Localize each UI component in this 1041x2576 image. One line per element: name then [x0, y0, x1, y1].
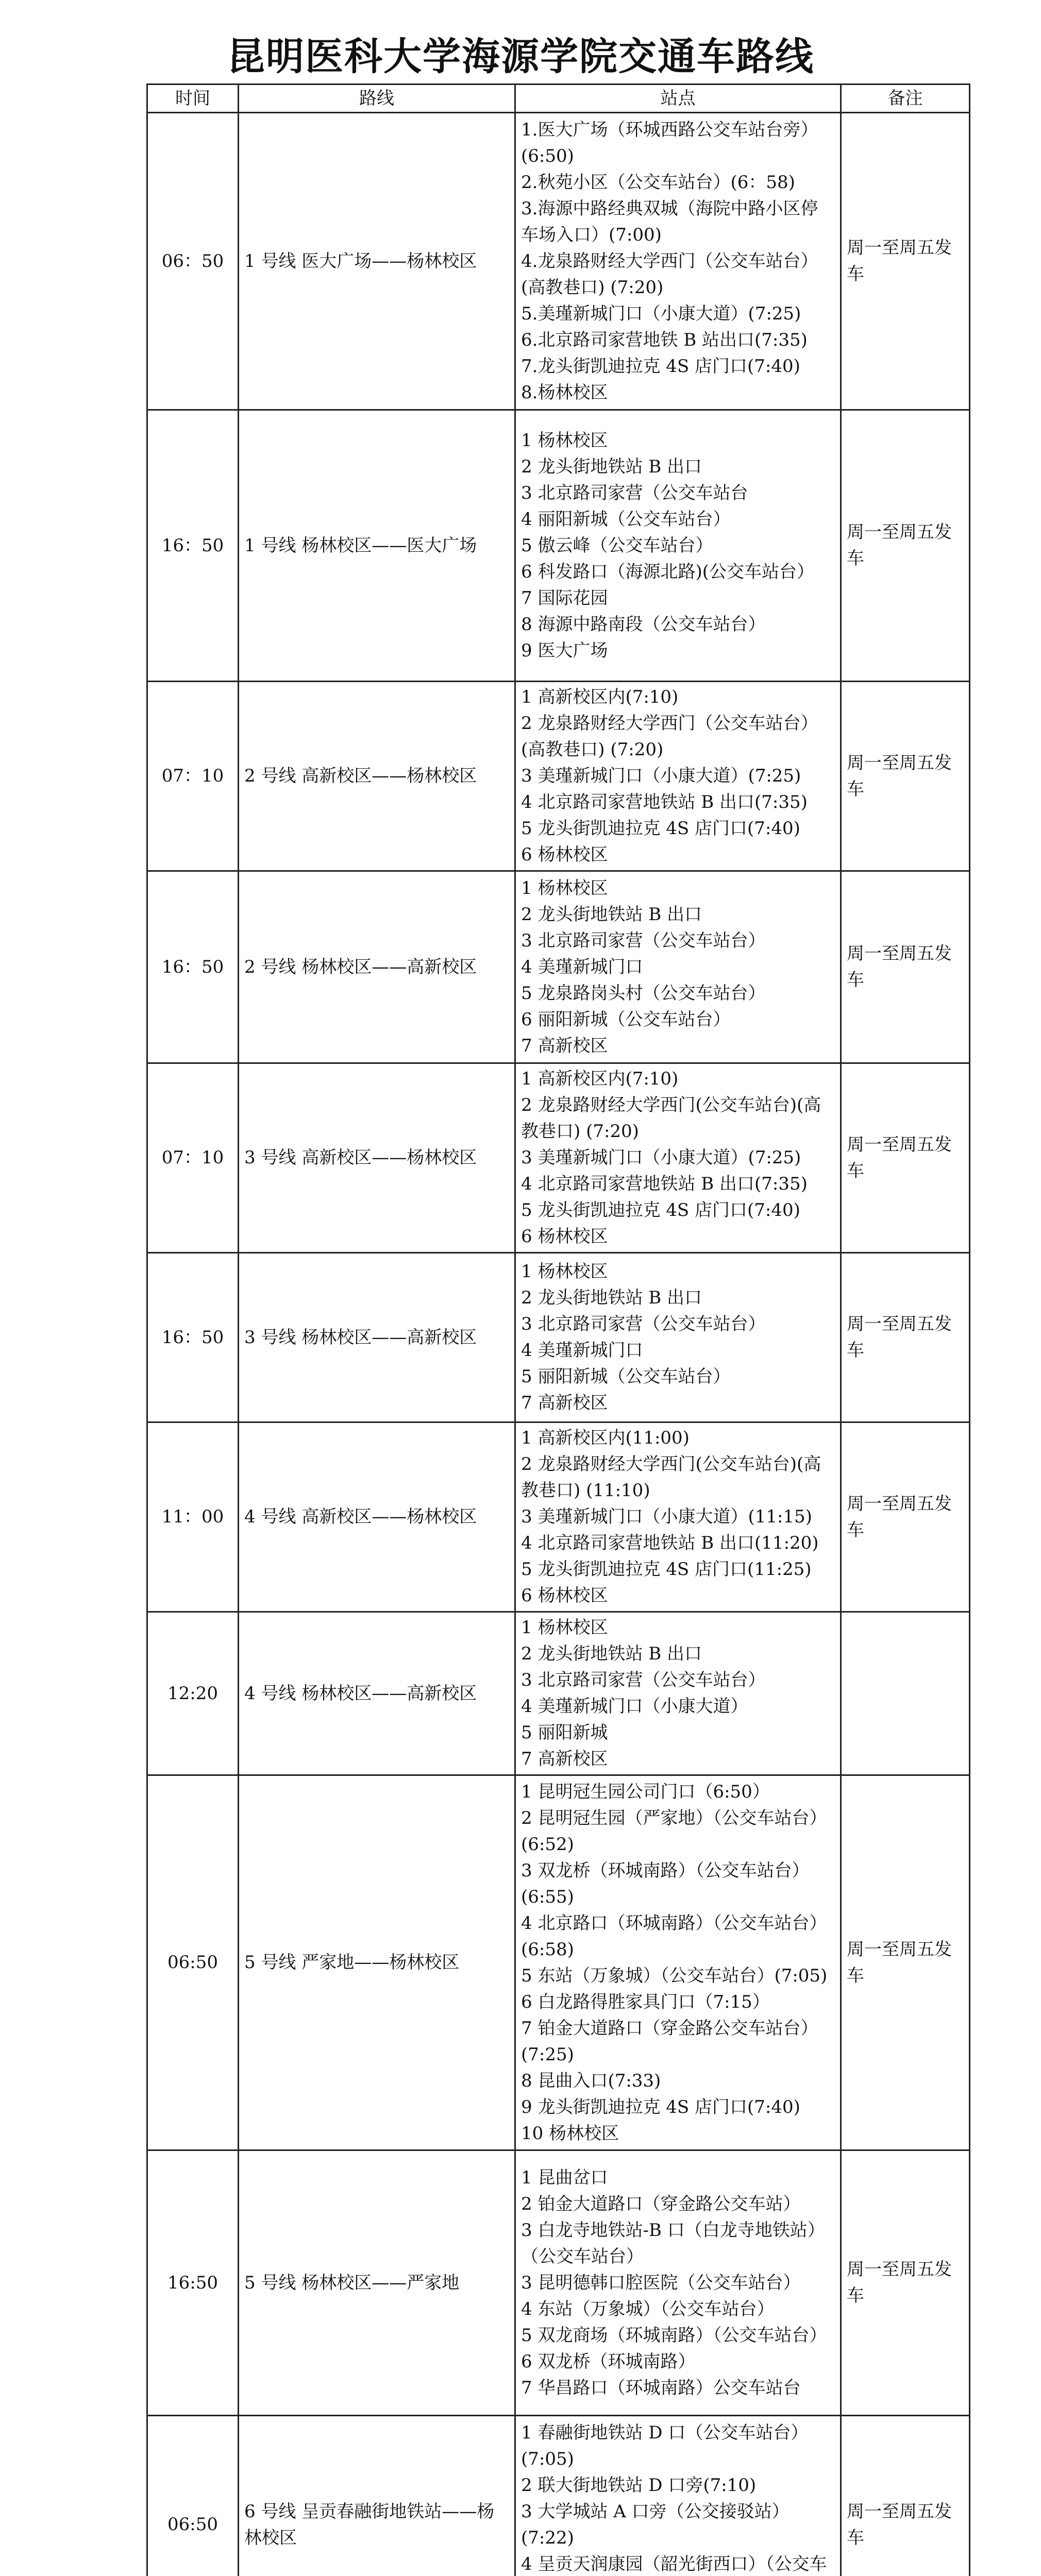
remark: 周一至周五发车 — [841, 871, 970, 1063]
remark: 周一至周五发车 — [841, 1422, 970, 1612]
remark: 周一至周五发车 — [841, 2150, 970, 2416]
stop-item: 5 丽阳新城 — [521, 1722, 608, 1743]
route-name: 6 号线 呈贡春融街地铁站——杨林校区 — [239, 2416, 515, 2576]
departure-time: 16：50 — [147, 410, 239, 682]
stop-item: 2 昆明冠生园（严家地）（公交车站台）(6:52) — [521, 1807, 827, 1855]
stops-list — [515, 1063, 841, 1253]
bus-schedule-table — [146, 83, 970, 2576]
stop-item: 3 北京路司家营（公交车站台） — [521, 1314, 766, 1334]
stop-item: 4 北京路司家营地铁站 B 出口(11:20) — [521, 1533, 819, 1553]
table-row — [147, 1612, 970, 1775]
table-row — [147, 871, 970, 1063]
departure-time: 11：00 — [147, 1422, 239, 1612]
route-name: 4 号线 杨林校区——高新校区 — [239, 1612, 515, 1775]
stop-item: 1 昆明冠生园公司门口（6:50） — [521, 1781, 770, 1802]
stop-item: 5.美瑾新城门口（小康大道）(7:25) — [521, 303, 801, 324]
stop-item: 5 双龙商场（环城南路）（公交车站台） — [521, 2325, 827, 2346]
stop-item: 6 杨林校区 — [521, 844, 608, 865]
stop-item: 6.北京路司家营地铁 B 站出口(7:35) — [521, 329, 808, 350]
stop-item: 6 白龙路得胜家具门口（7:15） — [521, 1991, 770, 2012]
stops-list — [515, 1422, 841, 1612]
stop-item: 1 杨林校区 — [521, 1261, 608, 1282]
stop-item: 2 龙泉路财经大学西门（公交车站台）(高教巷口) (7:20) — [521, 713, 818, 760]
stop-item: 7.龙头街凯迪拉克 4S 店门口(7:40) — [521, 355, 800, 377]
route-name: 3 号线 杨林校区——高新校区 — [239, 1253, 515, 1422]
departure-time: 16：50 — [147, 1253, 239, 1422]
stop-item: 3.海源中路经典双城（海院中路小区停车场入口）(7:00) — [521, 198, 818, 245]
stop-item: 9 龙头街凯迪拉克 4S 店门口(7:40) — [521, 2096, 800, 2117]
stop-item: 5 龙泉路岗头村（公交车站台） — [521, 982, 766, 1004]
departure-time: 16:50 — [147, 2150, 239, 2416]
stop-item: 1 春融街地铁站 D 口（公交车站台）(7:05) — [521, 2422, 809, 2469]
stop-item: 3 双龙桥（环城南路）（公交车站台）(6:55) — [521, 1860, 810, 1907]
route-name: 5 号线 严家地——杨林校区 — [239, 1775, 515, 2150]
stops-list — [515, 2150, 841, 2416]
table-row — [147, 1422, 970, 1612]
stop-item: 5 东站（万象城）（公交车站台）(7:05) — [521, 1965, 828, 1986]
stop-item: 1 高新校区内(11:00) — [521, 1428, 690, 1448]
stop-item: 7 高新校区 — [521, 1749, 608, 1769]
stop-item: 4 美瑾新城门口 — [521, 956, 643, 977]
remark: 周一至周五发车 — [841, 1063, 970, 1253]
stop-item: 3 北京路司家营（公交车站台） — [521, 1670, 766, 1690]
stop-item: 10 杨林校区 — [521, 2123, 619, 2144]
stop-item: 3 美瑾新城门口（小康大道）(7:25) — [521, 1147, 801, 1168]
stop-item: 4 美瑾新城门口 — [521, 1340, 643, 1361]
stops-list — [515, 682, 841, 871]
stop-item: 3 美瑾新城门口（小康大道）(11:15) — [521, 1506, 812, 1527]
stop-item: 6 科发路口（海源北路)(公交车站台） — [521, 561, 814, 582]
table-row — [147, 2150, 970, 2416]
stop-item: 1 高新校区内(7:10) — [521, 1069, 679, 1089]
stop-item: 4 呈贡天润康园（韶光街西口）（公交车 — [521, 2553, 827, 2574]
table-row — [147, 113, 970, 410]
stop-item: 2 龙头街地铁站 B 出口 — [521, 1287, 702, 1308]
stops-list — [515, 871, 841, 1063]
stop-item: 2 铂金大道路口（穿金路公交车站） — [521, 2193, 801, 2214]
route-name: 5 号线 杨林校区——严家地 — [239, 2150, 515, 2416]
stop-item: 1 杨林校区 — [521, 877, 608, 899]
stop-item: 6 杨林校区 — [521, 1585, 608, 1606]
table-row — [147, 2416, 970, 2576]
route-name: 2 号线 高新校区——杨林校区 — [239, 682, 515, 871]
stop-item: 1 昆曲岔口 — [521, 2167, 608, 2188]
header-time: 时间 — [147, 84, 239, 113]
page-title: 昆明医科大学海源学院交通车路线 — [227, 35, 814, 79]
stop-item: 3 大学城站 A 口旁（公交接驳站）(7:22) — [521, 2501, 790, 2548]
header-note: 备注 — [841, 84, 970, 113]
route-name: 4 号线 高新校区——杨林校区 — [239, 1422, 515, 1612]
stop-item: 6 杨林校区 — [521, 1226, 608, 1247]
stop-item: 5 丽阳新城（公交车站台） — [521, 1366, 731, 1387]
stop-item: 7 高新校区 — [521, 1035, 608, 1056]
table-row — [147, 1253, 970, 1422]
stop-item: 7 华昌路口（环城南路）公交车站台 — [521, 2377, 801, 2398]
stop-item: 2 联大街地铁站 D 口旁(7:10) — [521, 2475, 757, 2496]
remark: 周一至周五发车 — [841, 1775, 970, 2150]
stop-item: 4 北京路司家营地铁站 B 出口(7:35) — [521, 1174, 808, 1194]
table-body — [147, 113, 970, 2576]
stops-list — [515, 410, 841, 682]
route-name: 2 号线 杨林校区——高新校区 — [239, 871, 515, 1063]
stop-item: 2.秋苑小区（公交车站台）(6：58) — [521, 172, 795, 193]
stop-item: 4.龙泉路财经大学西门（公交车站台）(高教巷口) (7:20) — [521, 250, 818, 298]
stop-item: 6 丽阳新城（公交车站台） — [521, 1009, 731, 1030]
stop-item: 3 北京路司家营（公交车站台 — [521, 482, 748, 503]
route-name: 1 号线 医大广场——杨林校区 — [239, 113, 515, 410]
remark: 周一至周五发车 — [841, 113, 970, 410]
departure-time: 06:50 — [147, 2416, 239, 2576]
header-stops: 站点 — [515, 84, 841, 113]
stop-item: 4 东站（万象城）（公交车站台） — [521, 2298, 775, 2319]
stops-list — [515, 113, 841, 410]
stop-item: 7 铂金大道路口（穿金路公交车站台）(7:25) — [521, 2018, 818, 2065]
stop-item: 4 丽阳新城（公交车站台） — [521, 509, 731, 530]
remark: 周一至周五发车 — [841, 1253, 970, 1422]
stop-item: 7 国际花园 — [521, 587, 608, 608]
route-name: 1 号线 杨林校区——医大广场 — [239, 410, 515, 682]
stop-item: 9 医大广场 — [521, 640, 608, 661]
table-row — [147, 1063, 970, 1253]
table-row — [147, 1775, 970, 2150]
stop-item: 4 美瑾新城门口（小康大道） — [521, 1696, 748, 1717]
departure-time: 06：50 — [147, 113, 239, 410]
remark: 周一至周五发车 — [841, 682, 970, 871]
stop-item: 1 杨林校区 — [521, 430, 608, 451]
remark — [841, 1612, 970, 1775]
stop-item: 5 傲云峰（公交车站台） — [521, 535, 713, 556]
stop-item: 8 昆曲入口(7:33) — [521, 2070, 661, 2091]
remark: 周一至周五发车 — [841, 2416, 970, 2576]
stop-item: 1 杨林校区 — [521, 1617, 608, 1638]
stops-list — [515, 1253, 841, 1422]
stops-list — [515, 1612, 841, 1775]
stop-item: 8 海源中路南段（公交车站台） — [521, 614, 766, 635]
stop-item: 4 北京路司家营地铁站 B 出口(7:35) — [521, 792, 808, 812]
departure-time: 16：50 — [147, 871, 239, 1063]
stop-item: 3 美瑾新城门口（小康大道）(7:25) — [521, 766, 801, 786]
stop-item: 2 龙头街地铁站 B 出口 — [521, 904, 702, 925]
stop-item: 6 双龙桥（环城南路） — [521, 2351, 696, 2372]
stop-item: 7 高新校区 — [521, 1393, 608, 1413]
stop-item: 2 龙泉路财经大学西门(公交车站台)(高教巷口) (7:20) — [521, 1095, 821, 1142]
table-row — [147, 682, 970, 871]
stop-item: 1 高新校区内(7:10) — [521, 687, 679, 707]
stop-item: 5 龙头街凯迪拉克 4S 店门口(7:40) — [521, 818, 800, 839]
departure-time: 06:50 — [147, 1775, 239, 2150]
stop-item: 3 白龙寺地铁站-B 口（白龙寺地铁站）（公交车站台） — [521, 2219, 825, 2267]
route-name: 3 号线 高新校区——杨林校区 — [239, 1063, 515, 1253]
stop-item: 3 昆明德韩口腔医院（公交车站台） — [521, 2272, 801, 2293]
stop-item: 1.医大广场（环城西路公交车站台旁）(6:50) — [521, 119, 818, 166]
departure-time: 12:20 — [147, 1612, 239, 1775]
stop-item: 5 龙头街凯迪拉克 4S 店门口(11:25) — [521, 1559, 812, 1580]
stop-item: 5 龙头街凯迪拉克 4S 店门口(7:40) — [521, 1200, 800, 1221]
remark: 周一至周五发车 — [841, 410, 970, 682]
stop-item: 4 北京路口（环城南路）（公交车站台）(6:58) — [521, 1912, 827, 1960]
stops-list — [515, 1775, 841, 2150]
table-header-row — [147, 84, 970, 113]
stop-item: 2 龙头街地铁站 B 出口 — [521, 456, 702, 477]
stop-item: 8.杨林校区 — [521, 382, 608, 403]
stop-item: 2 龙头街地铁站 B 出口 — [521, 1643, 702, 1664]
departure-time: 07：10 — [147, 1063, 239, 1253]
table-row — [147, 410, 970, 682]
departure-time: 07：10 — [147, 682, 239, 871]
header-route: 路线 — [239, 84, 515, 113]
stops-list — [515, 2416, 841, 2576]
stop-item: 2 龙泉路财经大学西门(公交车站台)(高教巷口) (11:10) — [521, 1454, 821, 1501]
stop-item: 3 北京路司家营（公交车站台） — [521, 930, 766, 951]
